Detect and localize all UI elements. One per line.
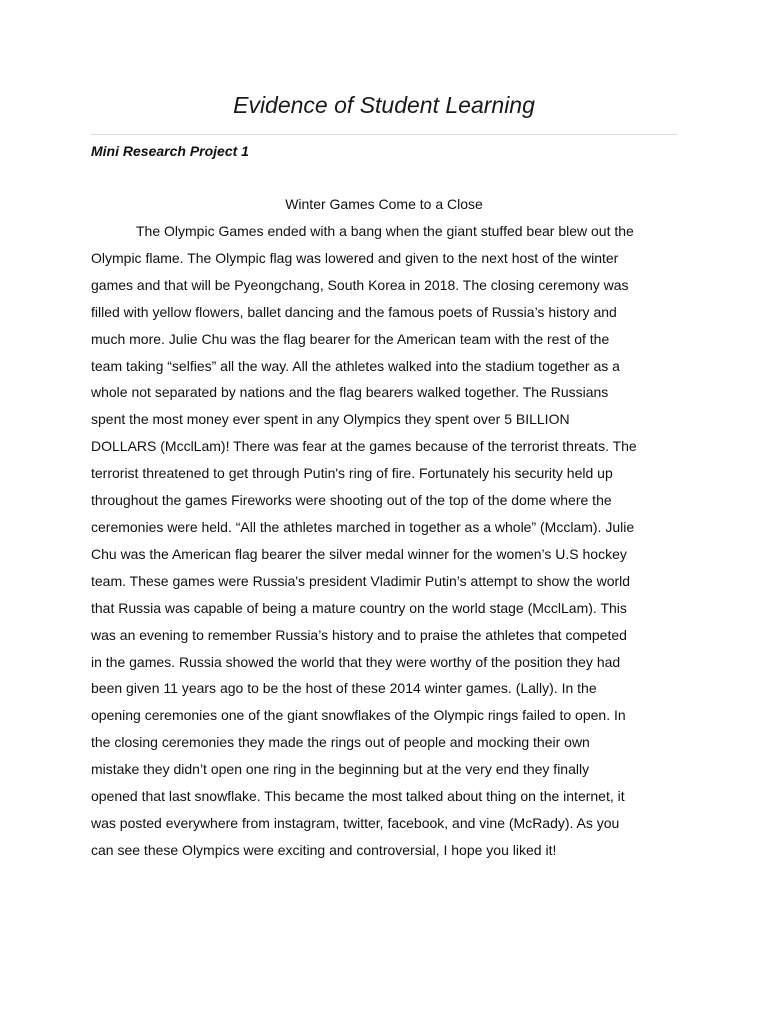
essay-line: DOLLARS (McclLam)! There was fear at the games because of the terrorist threats. The	[91, 438, 637, 455]
essay-line: spent the most money ever spent in any Olympics they spent over 5 BILLION	[91, 411, 570, 428]
essay-body	[91, 218, 677, 864]
essay-line: games and that will be Pyeongchang, South Korea in 2018. The closing ceremony was	[91, 276, 629, 293]
essay-line: was an evening to remember Russia’s history and to praise the athletes that competed	[91, 626, 627, 643]
essay-line: that Russia was capable of being a mature country on the world stage (McclLam). This	[91, 599, 627, 616]
essay-line: team taking “selfies” all the way. All the athletes walked into the stadium together as a	[91, 357, 620, 374]
essay-line: Chu was the American flag bearer the silver medal winner for the women’s U.S hockey	[91, 545, 627, 562]
project-subtitle: Mini Research Project 1	[91, 143, 249, 159]
essay-line: whole not separated by nations and the flag bearers walked together. The Russians	[91, 384, 609, 401]
essay-line: terrorist threatened to get through Putin's ring of fire. Fortunately his security held up	[91, 465, 613, 482]
essay-line: much more. Julie Chu was the flag bearer for the American team with the rest of the	[91, 330, 610, 347]
essay-line: The Olympic Games ended with a bang when the giant stuffed bear blew out the	[136, 223, 634, 239]
essay-line: the closing ceremonies they made the rings out of people and mocking their own	[91, 734, 590, 751]
essay-line: filled with yellow flowers, ballet dancing and the famous poets of Russia’s history and	[91, 303, 617, 320]
essay-line: team. These games were Russia's president Vladimir Putin’s attempt to show the world	[91, 572, 631, 589]
essay-line: been given 11 years ago to be the host of these 2014 winter games. (Lally). In the	[91, 680, 597, 697]
essay-line: throughout the games Fireworks were shooting out of the top of the dome where the	[91, 492, 612, 509]
title-divider	[91, 134, 677, 135]
essay-line: mistake they didn’t open one ring in the beginning but at the very end they finally	[91, 761, 590, 778]
essay-title: Winter Games Come to a Close	[285, 196, 483, 212]
essay-line: can see these Olympics were exciting and controversial, I hope you liked it!	[91, 841, 557, 858]
essay-line: ceremonies were held. “All the athletes marched in together as a whole” (Mcclam). Julie	[91, 518, 635, 535]
essay-line: in the games. Russia showed the world that they were worthy of the position they had	[91, 653, 621, 670]
document-title: Evidence of Student Learning	[233, 92, 535, 118]
essay-line: Olympic flame. The Olympic flag was lowered and given to the next host of the winter	[91, 249, 619, 266]
essay-line: was posted everywhere from instagram, twitter, facebook, and vine (McRady). As you	[91, 814, 620, 831]
essay-line: opened that last snowflake. This became the most talked about thing on the internet, it	[91, 788, 625, 805]
essay-line: opening ceremonies one of the giant snowflakes of the Olympic rings failed to open. In	[91, 707, 626, 724]
